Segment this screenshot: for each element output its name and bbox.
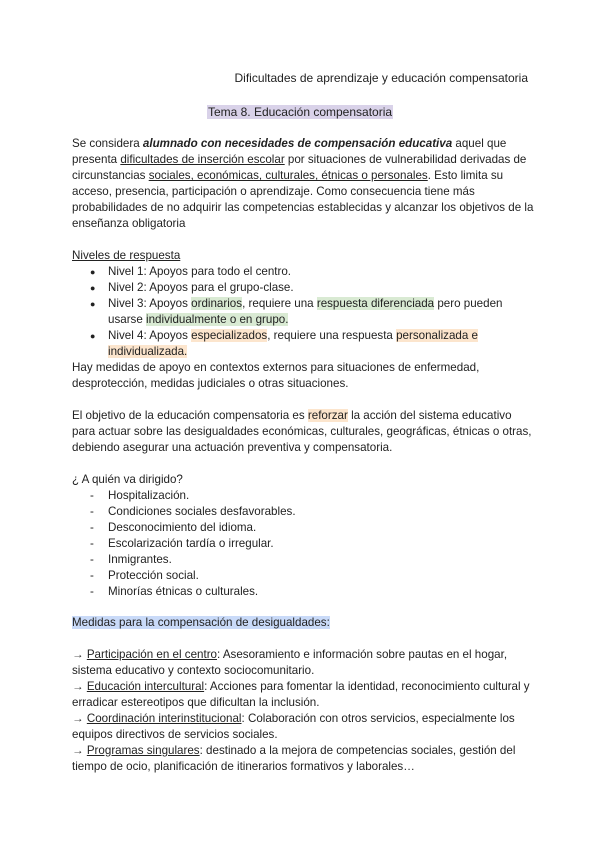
intro-text-1: Se considera — [72, 137, 143, 150]
nivel-4-text-c: , requiere una respuesta — [267, 329, 397, 342]
niveles-extra-paragraph: Hay medidas de apoyo en contextos externos para situaciones de enfermedad, desprotección, medidas judiciales o otras situaciones. — [72, 361, 480, 390]
nivel-2-text: Nivel 2: Apoyos para el grupo-clase. — [108, 281, 294, 294]
medida-3-text: : Colaboración con otros servicios, especialmente los equipos directivos de servicios sociales. — [72, 712, 515, 741]
list-item: - Condiciones sociales desfavorables. — [90, 504, 534, 520]
medida-coordinacion — [72, 711, 534, 743]
document-header: Dificultades de aprendizaje y educación compensatoria — [234, 71, 528, 85]
list-item: - Inmigrantes. — [90, 552, 534, 568]
nivel-1-item — [90, 264, 534, 280]
nivel-3-text-a: Nivel 3: Apoyos — [108, 297, 192, 310]
title-row — [0, 104, 600, 120]
intro-paragraph — [72, 136, 534, 232]
objetivo-paragraph — [72, 408, 534, 456]
nivel-2-item — [90, 280, 534, 296]
arrow-icon: → — [72, 712, 84, 725]
medida-participacion — [72, 647, 534, 679]
nivel-3-hl-ordinarios: ordinarios — [191, 297, 243, 310]
page-title: Tema 8. Educación compensatoria — [207, 105, 393, 119]
medida-2-text: : Acciones para fomentar la identidad, reconocimiento cultural y erradicar estereotipos que dificultan la inclusión. — [72, 680, 530, 709]
list-item: - Protección social. — [90, 568, 534, 584]
nivel-1-text: Nivel 1: Apoyos para todo el centro. — [108, 265, 292, 278]
intro-underline-1: dificultades de inserción escolar — [120, 153, 285, 166]
nivel-3-item — [90, 296, 534, 328]
medida-3-label: Coordinación interinstitucional — [86, 712, 242, 725]
dirigido-section — [72, 472, 534, 600]
objetivo-hl-reforzar: reforzar — [307, 409, 348, 422]
nivel-3-hl-respuesta: respuesta diferenciada — [316, 297, 435, 310]
arrow-icon: → — [72, 648, 84, 661]
objetivo-text-1: El objetivo de la educación compensatoria es — [72, 409, 308, 422]
nivel-4-text-a: Nivel 4: Apoyos — [108, 329, 192, 342]
medida-4-label: Programas singulares — [86, 744, 200, 757]
intro-text-3: por situaciones de vulnerabilidad derivadas de circunstancias — [72, 153, 527, 182]
niveles-section — [72, 248, 534, 392]
medida-2-label: Educación intercultural — [86, 680, 205, 693]
nivel-3-text-c: , requiere una — [242, 297, 317, 310]
nivel-4-item — [90, 328, 534, 360]
medida-1-label: Participación en el centro — [86, 648, 218, 661]
medidas-heading-row — [72, 615, 534, 631]
list-item: - Minorías étnicas o culturales. — [90, 584, 534, 600]
list-item: - Hospitalización. — [90, 488, 534, 504]
intro-text-4: . Esto limita su acceso, presencia, participación o aprendizaje. Como consecuencia tiene más probabilidades de no adquirir las competencias establecidas y alcanzar los objetivos de la enseñanza obligatoria — [72, 169, 534, 230]
arrow-icon: → — [72, 744, 84, 757]
dirigido-list — [72, 488, 534, 600]
arrow-icon: → — [72, 680, 84, 693]
medida-programas — [72, 743, 534, 775]
nivel-4-hl-especializados: especializados — [191, 329, 268, 342]
intro-bold-term: alumnado con necesidades de compensación educativa — [142, 137, 453, 150]
list-item: - Escolarización tardía o irregular. — [90, 536, 534, 552]
nivel-3-text-e: pero pueden usarse — [108, 297, 503, 326]
nivel-3-hl-individual: individualmente o en grupo. — [146, 313, 289, 326]
medida-1-text: : Asesoramiento e información sobre pautas en el hogar, sistema educativo y contexto sociocomunitario. — [72, 648, 508, 677]
intro-text-2: aquel que presenta — [72, 137, 507, 166]
dirigido-question: ¿ A quién va dirigido? — [72, 473, 183, 486]
nivel-4-hl-personalizada: personalizada e individualizada. — [108, 329, 478, 358]
objetivo-text-2: la acción del sistema educativo para actuar sobre las desigualdades económicas, culturales, geográficas, étnicas o otras, debiendo asegurar una actuación preventiva y compensatoria. — [72, 409, 532, 454]
niveles-heading: Niveles de respuesta — [72, 249, 181, 262]
niveles-list — [72, 264, 534, 360]
medida-4-text: : destinado a la mejora de competencias sociales, gestión del tiempo de ocio, planificación de itinerarios formativos y laborales… — [72, 744, 516, 773]
intro-underline-2: sociales, económicas, culturales, étnicas o personales — [148, 169, 428, 182]
medidas-section — [72, 647, 534, 775]
medidas-heading: Medidas para la compensación de desigualdades: — [72, 616, 330, 629]
list-item: - Desconocimiento del idioma. — [90, 520, 534, 536]
medida-intercultural — [72, 679, 534, 711]
